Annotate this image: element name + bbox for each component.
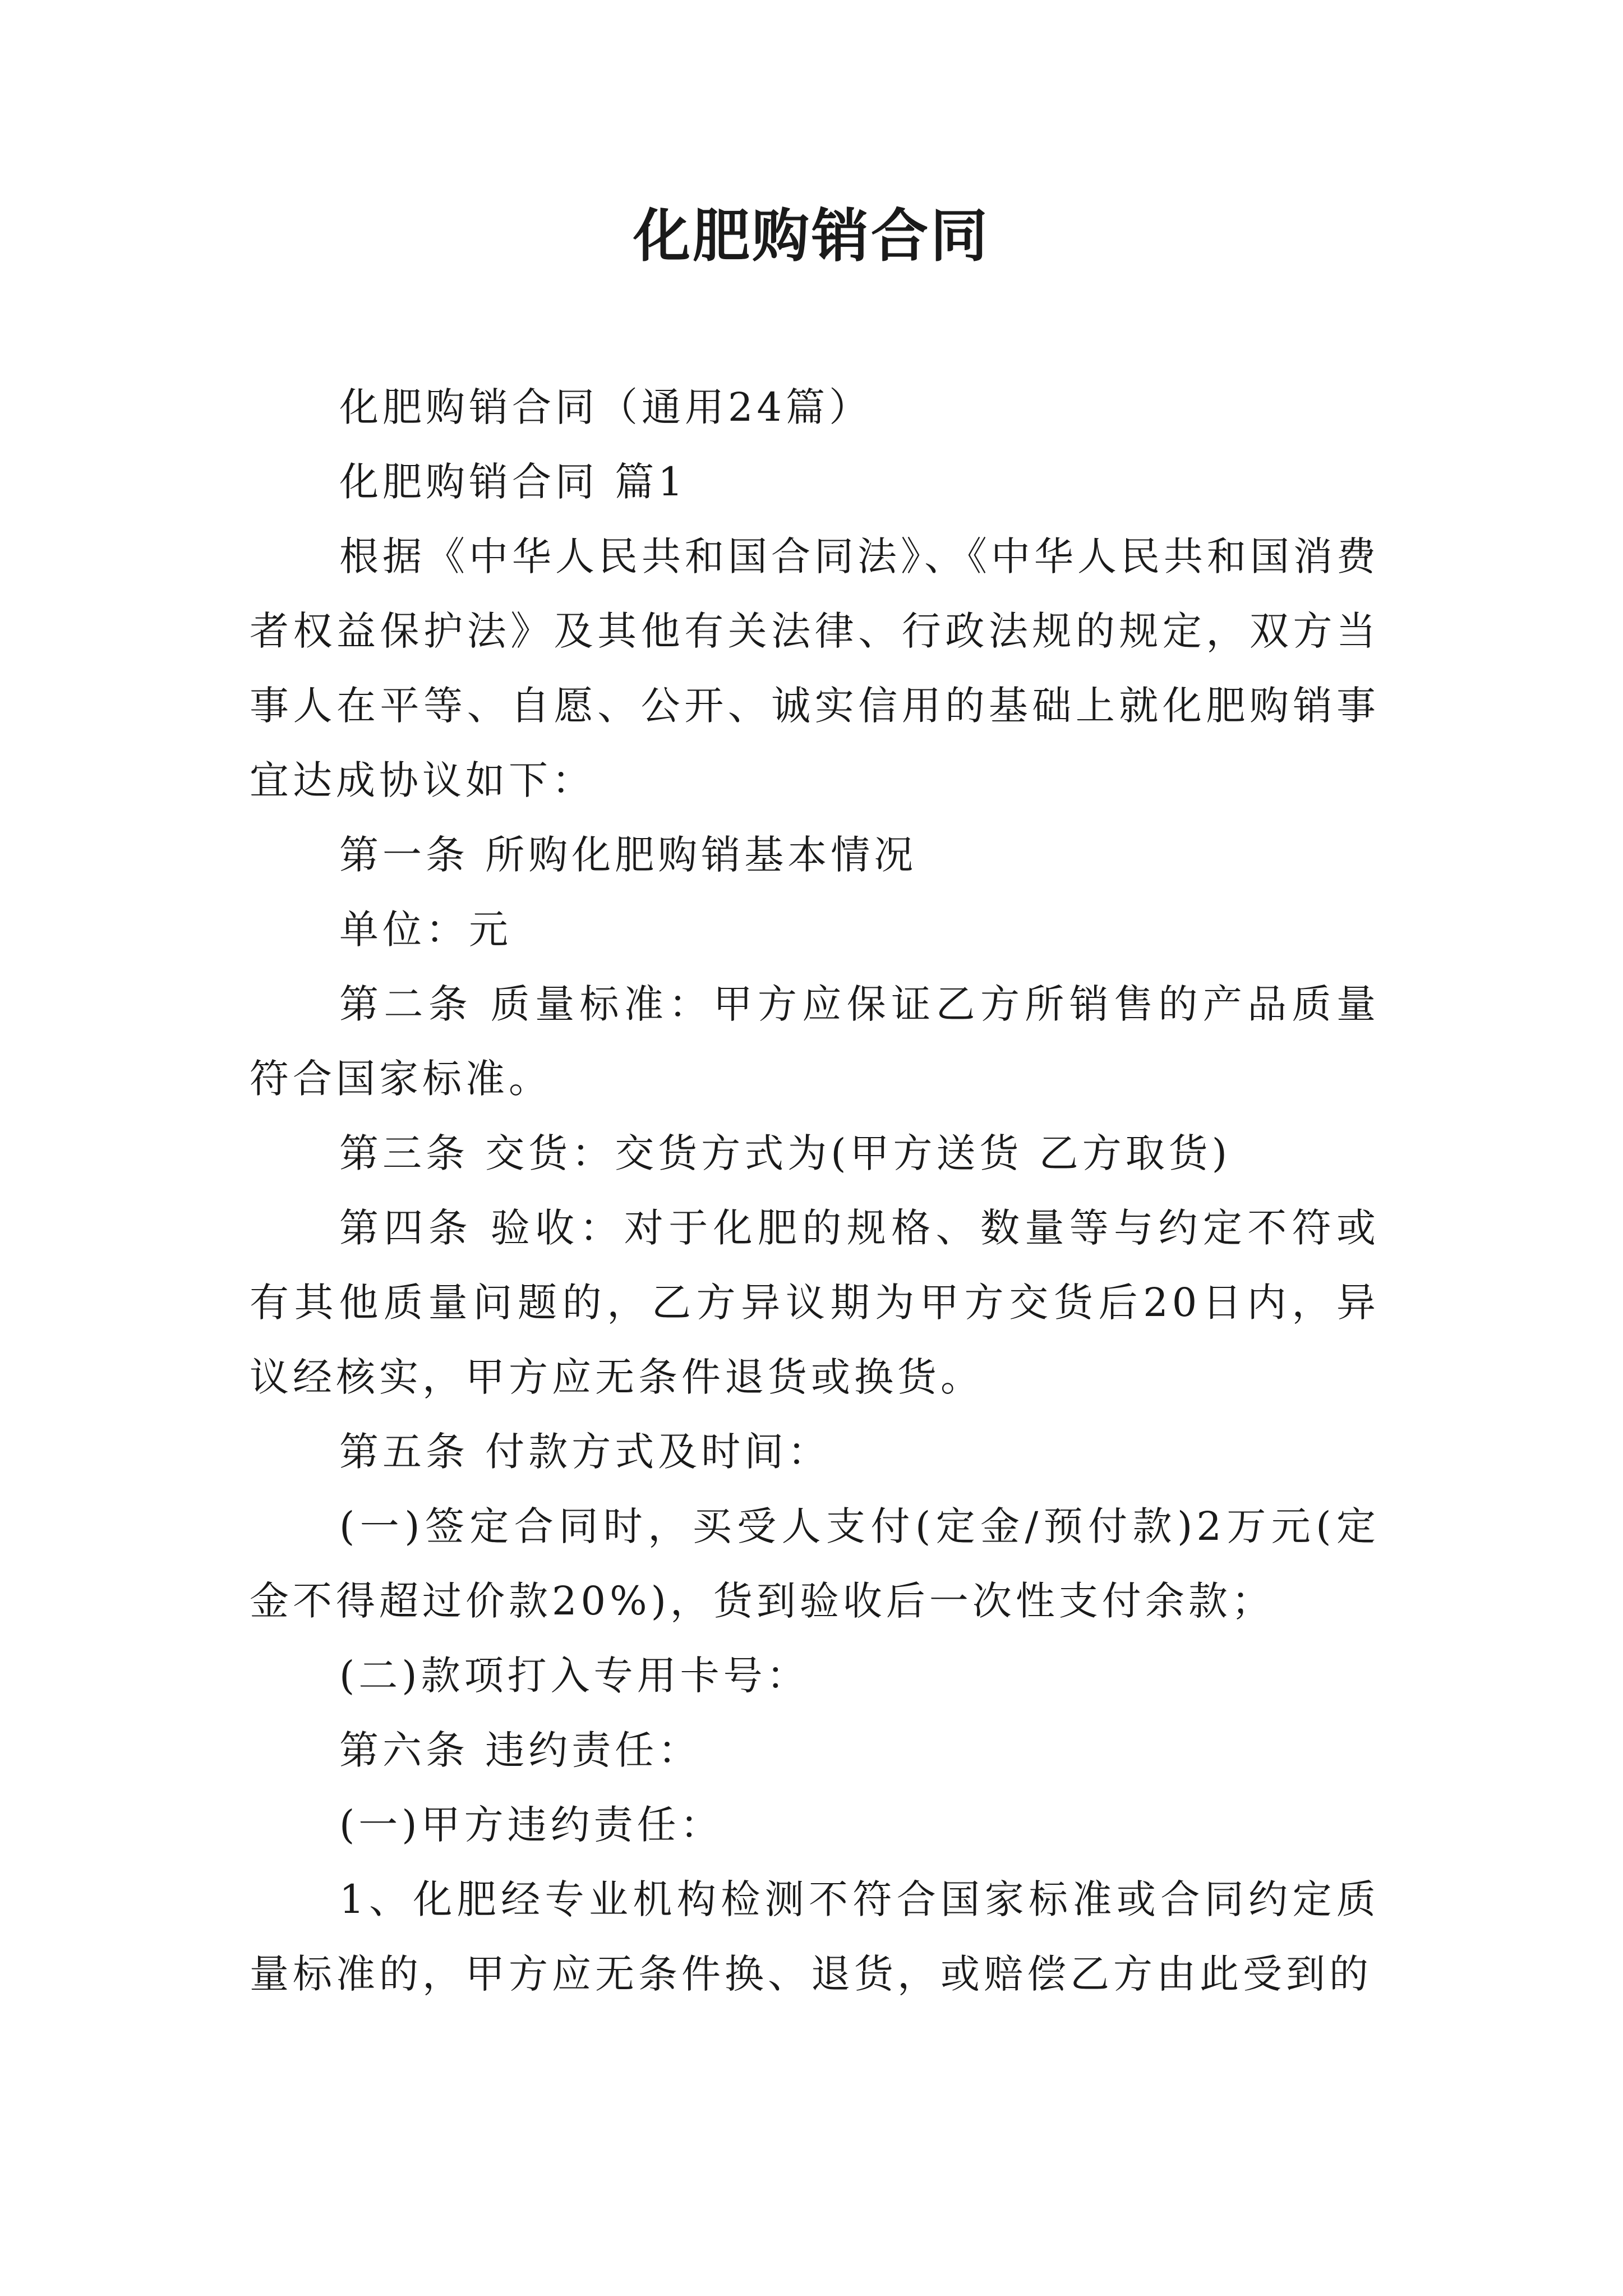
article-4: 第四条 验收：对于化肥的规格、数量等与约定不符或有其他质量问题的，乙方异议期为甲方交货后20日内，异议经核实，甲方应无条件退货或换货。 — [250, 1205, 1380, 1400]
paragraph: 1、化肥经专业机构检测不符合国家标准或合同约定质量标准的，甲方应无条件换、退货，或赔偿乙方由此受到的 — [250, 1876, 1380, 1997]
paragraph: (一)甲方违约责任： — [339, 1802, 723, 1848]
article-5: 第五条 付款方式及时间： — [339, 1429, 831, 1475]
article-1: 第一条 所购化肥购销基本情况 — [339, 832, 917, 878]
section-heading: 化肥购销合同 篇1 — [339, 459, 687, 505]
paragraph: (一)签定合同时，买受人支付(定金/预付款)2万元(定金不得超过价款20%)，货到验收后一次性支付余款； — [250, 1503, 1380, 1624]
paragraph: 根据《中华人民共和国合同法》、《中华人民共和国消费者权益保护法》及其他有关法律、行政法规的规定，双方当事人在平等、自愿、公开、诚实信用的基础上就化肥购销事宜达成协议如下： — [250, 533, 1380, 803]
paragraph: (二)款项打入专用卡号： — [339, 1653, 810, 1699]
document-body — [250, 370, 1380, 2012]
article-2: 第二条 质量标准：甲方应保证乙方所销售的产品质量符合国家标准。 — [250, 981, 1380, 1102]
doc-subtitle: 化肥购销合同（通用24篇） — [339, 384, 873, 430]
paragraph: 单位：元 — [339, 907, 512, 953]
article-6: 第六条 违约责任： — [339, 1727, 702, 1773]
document-title: 化肥购销合同 — [633, 203, 990, 270]
article-3: 第三条 交货：交货方式为(甲方送货 乙方取货) — [339, 1130, 1232, 1176]
